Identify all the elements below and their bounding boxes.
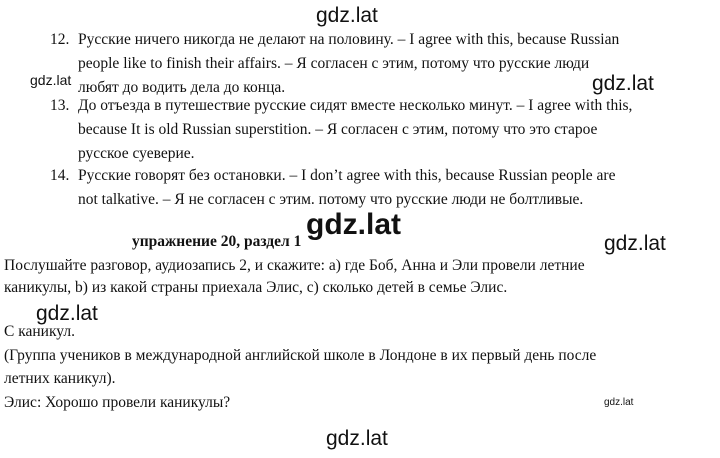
item-line: русское суеверие. <box>78 145 195 162</box>
context-line: летних каникул). <box>4 370 116 387</box>
item-number: 12. <box>50 31 70 48</box>
item-line: Русские говорят без остановки. – I don’t agree with this, because Russian people are <box>78 167 616 184</box>
dialog-title: С каникул. <box>4 323 75 340</box>
item-line: До отъезда в путешествие русские сидят вместе несколько минут. – I agree with this, <box>78 97 633 114</box>
watermark-tiny: gdz.lat <box>604 397 634 408</box>
item-line: not talkative. – Я не согласен с этим. потому что русские люди не болтливые. <box>78 191 584 208</box>
watermark-left-small: gdz.lat <box>30 72 72 88</box>
context-line: (Группа учеников в международной английской школе в Лондоне в их первый день после <box>4 347 597 364</box>
exercise-heading: упражнение 20, раздел 1 <box>132 233 302 250</box>
watermark-center-big: gdz.lat <box>306 208 401 241</box>
watermark-right-1: gdz.lat <box>592 72 654 95</box>
watermark-top: gdz.lat <box>316 4 378 27</box>
watermark-right-2: gdz.lat <box>604 232 666 255</box>
watermark-bottom: gdz.lat <box>326 427 388 450</box>
dialog-line: Элис: Хорошо провели каникулы? <box>4 394 231 411</box>
task-line: Послушайте разговор, аудиозапись 2, и скажите: a) где Боб, Анна и Эли провели летние <box>4 257 585 274</box>
watermark-left-2: gdz.lat <box>36 302 98 325</box>
item-line: Русские ничего никогда не делают на половину. – I agree with this, because Russian <box>78 31 620 48</box>
item-number: 14. <box>50 167 70 184</box>
task-line: каникулы, b) из какой страны приехала Элис, c) сколько детей в семье Элис. <box>4 279 508 296</box>
item-line: любят до водить дела до конца. <box>78 79 286 96</box>
item-number: 13. <box>50 97 70 114</box>
item-line: because It is old Russian superstition. – Я согласен с этим, потому что это старое <box>78 121 598 138</box>
item-line: people like to finish their affairs. – Я согласен с этим, потому что русские люди <box>78 55 590 72</box>
